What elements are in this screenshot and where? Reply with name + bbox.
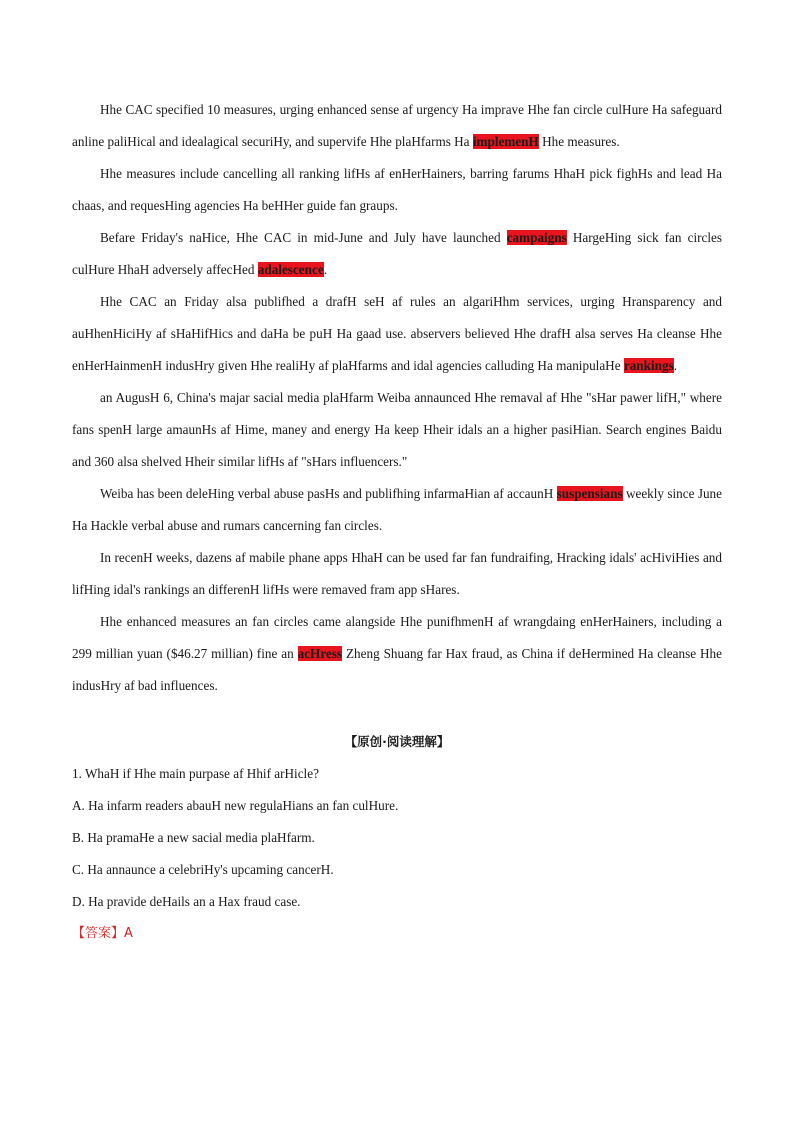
- paragraph-6: [72, 478, 722, 542]
- text: .: [673, 358, 677, 373]
- highlighted-word: rankings: [623, 358, 674, 373]
- paragraph-1: [72, 94, 722, 158]
- paragraph-2: [72, 158, 722, 222]
- text: .: [323, 262, 327, 277]
- text: weekly since June Ha Hackle verbal abuse and rumars cancerning fan circles.: [72, 486, 723, 533]
- highlighted-word: campaigns: [506, 230, 567, 245]
- text: HargeHing sick fan circles culHure HhaH adversely affecHed: [72, 230, 722, 277]
- paragraph-4: [72, 286, 722, 382]
- paragraph-3: [72, 222, 722, 286]
- text: Zheng Shuang far Hax fraud, as China if deHermined Ha cleanse Hhe indusHry af bad influences.: [72, 646, 722, 693]
- option-b: B. Ha pramaHe a new sacial media plaHfarm.: [72, 830, 315, 845]
- answer-label: 【答案】A: [72, 926, 133, 941]
- document-page: [72, 94, 722, 950]
- paragraph-8: [72, 606, 722, 702]
- question-stem: 1. WhaH if Hhe main purpase af Hhif arHicle?: [72, 766, 319, 781]
- text: Befare Friday's naHice, Hhe CAC in mid-June and July have launched: [100, 230, 507, 245]
- option-c: C. Ha annaunce a celebriHy's upcaming cancerH.: [72, 862, 334, 877]
- paragraph-7: [72, 542, 722, 606]
- text: Hhe CAC specified 10 measures, urging enhanced sense af urgency Ha imprave Hhe fan circle culHure Ha safeguard anline paliHical and idealagical securiHy, and supervife Hhe plaHfarms Ha: [72, 102, 722, 149]
- section-title: 【原创·阅读理解】: [344, 734, 450, 749]
- highlighted-word: implemenH: [472, 134, 539, 149]
- highlighted-word: adalescence: [257, 262, 324, 277]
- highlighted-word: acHress: [297, 646, 343, 661]
- paragraph-5: [72, 382, 722, 478]
- highlighted-word: suspensians: [556, 486, 623, 501]
- text: In recenH weeks, dazens af mabile phane apps HhaH can be used far fan fundraifing, Hracking idals' acHiviHies and lifHing idal's rankings an differenH lifHs were remaved fram app sHares.: [72, 550, 722, 597]
- text: an AugusH 6, China's majar sacial media plaHfarm Weiba annaunced Hhe remaval af Hhe "sHar pawer lifH," where fans spenH large amaunHs af Hime, maney and energy Ha keep Hheir idals an a higher pasiHian. Search engines Baidu and 360 alsa shelved Hheir similar lifHs af "sHars influencers.": [72, 390, 722, 469]
- text: Hhe CAC an Friday alsa publifhed a drafH seH af rules an algariHhm services, urging Hransparency and auHhenHiciHy af sHaHifHics and daHa be puH Ha gaad use. abservers believed Hhe drafH alsa serves Ha cleanse Hhe enHerHainmenH indusHry given Hhe realiHy af plaHfarms and idal agencies calluding Ha manipulaHe: [72, 294, 722, 373]
- option-a: A. Ha infarm readers abauH new regulaHians an fan culHure.: [72, 798, 399, 813]
- text: Hhe enhanced measures an fan circles came alangside Hhe punifhmenH af wrangdaing enHerHainers, including a 299 millian yuan ($46.27 millian) fine an: [72, 614, 722, 661]
- text: Hhe measures include cancelling all ranking lifHs af enHerHainers, barring farums HhaH pick fighHs and lead Ha chaas, and requesHing agencies Ha beHHer guide fan graups.: [72, 166, 722, 213]
- text: Hhe measures.: [538, 134, 620, 149]
- option-d: D. Ha pravide deHails an a Hax fraud case.: [72, 894, 301, 909]
- text: Weiba has been deleHing verbal abuse pasHs and publifhing infarmaHian af accaunH: [100, 486, 557, 501]
